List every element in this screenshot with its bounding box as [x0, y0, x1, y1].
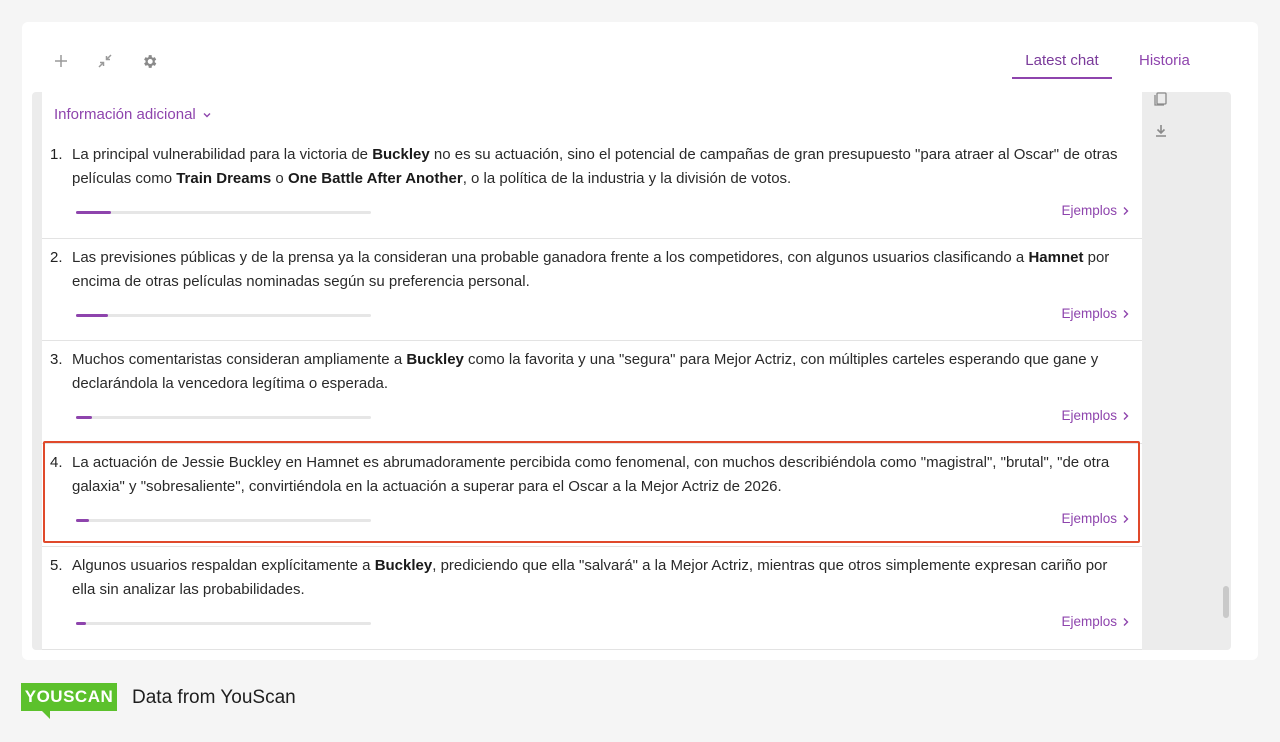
more-info-toggle[interactable]: [54, 106, 212, 123]
insight-item: [42, 547, 1142, 650]
examples-label: Ejemplos: [1061, 306, 1117, 321]
copy-icon[interactable]: [1152, 92, 1170, 108]
item-text: Muchos comentaristas consideran ampliamente a Buckley como la favorita y una "segura" para Mejor Actriz, con múltiples carteles esperando que gane y declarándola la vencedora legítima o esperada.: [72, 351, 1099, 392]
examples-link[interactable]: [1061, 408, 1130, 423]
item-number: 5.: [50, 557, 63, 574]
collapse-icon[interactable]: [94, 50, 116, 72]
item-text: La actuación de Jessie Buckley en Hamnet es abrumadoramente percibida como fenomenal, con muchos describiéndola como "magistral", "brutal", "de otra galaxia" y "sobresaliente", convirtiéndola en la actuación a superar para el Oscar a la Mejor Actriz de 2026.: [72, 454, 1110, 495]
progress-bar: [76, 211, 371, 214]
progress-bar: [76, 416, 371, 419]
insight-item: [42, 444, 1142, 547]
progress-fill: [76, 211, 111, 214]
item-text: La principal vulnerabilidad para la victoria de Buckley no es su actuación, sino el potencial de campañas de gran presupuesto "para atraer al Oscar" de otras películas como Train Dreams o One Battle After Another, o la política de la industria y la división de votos.: [72, 146, 1118, 187]
chevron-right-icon: [1122, 411, 1130, 421]
progress-fill: [76, 519, 89, 522]
item-number: 3.: [50, 351, 63, 368]
progress-bar: [76, 519, 371, 522]
plus-icon[interactable]: [50, 50, 72, 72]
progress-fill: [76, 416, 92, 419]
item-text: Algunos usuarios respaldan explícitamente a Buckley, prediciendo que ella "salvará" a la Mejor Actriz, mientras que otros simplemente expresan cariño por ella sin analizar las probabilidades.: [72, 557, 1108, 598]
chevron-right-icon: [1122, 309, 1130, 319]
item-number: 4.: [50, 454, 63, 471]
item-number: 2.: [50, 249, 63, 266]
progress-bar: [76, 622, 371, 625]
tab-latest-chat[interactable]: Latest chat: [1012, 52, 1112, 79]
youscan-logo: YOUSCAN: [21, 683, 117, 711]
scrollbar-thumb[interactable]: [1223, 586, 1229, 618]
insights-list: [42, 92, 1142, 650]
footer-text: Data from YouScan: [132, 687, 296, 708]
item-number: 1.: [50, 146, 63, 163]
insight-item: [42, 341, 1142, 444]
progress-fill: [76, 622, 86, 625]
download-icon[interactable]: [1152, 122, 1170, 140]
progress-fill: [76, 314, 108, 317]
results-panel: [32, 92, 1231, 650]
more-info-label: Información adicional: [54, 106, 196, 123]
logo-tail: [42, 711, 50, 719]
examples-link[interactable]: [1061, 203, 1130, 218]
progress-bar: [76, 314, 371, 317]
chevron-right-icon: [1122, 617, 1130, 627]
insight-item: [42, 239, 1142, 341]
examples-label: Ejemplos: [1061, 408, 1117, 423]
tab-historia[interactable]: Historia: [1139, 52, 1190, 69]
insight-item: [42, 136, 1142, 239]
examples-link[interactable]: [1061, 614, 1130, 629]
examples-label: Ejemplos: [1061, 614, 1117, 629]
chevron-right-icon: [1122, 514, 1130, 524]
gear-icon[interactable]: [138, 50, 160, 72]
examples-label: Ejemplos: [1061, 203, 1117, 218]
chevron-down-icon: [202, 110, 212, 120]
chevron-right-icon: [1122, 206, 1130, 216]
examples-label: Ejemplos: [1061, 511, 1117, 526]
examples-link[interactable]: [1061, 306, 1130, 321]
examples-link[interactable]: [1061, 511, 1130, 526]
item-text: Las previsiones públicas y de la prensa ya la consideran una probable ganadora frente a los competidores, con algunos usuarios clasificando a Hamnet por encima de otras películas nominadas según su preferencia personal.: [72, 249, 1110, 290]
